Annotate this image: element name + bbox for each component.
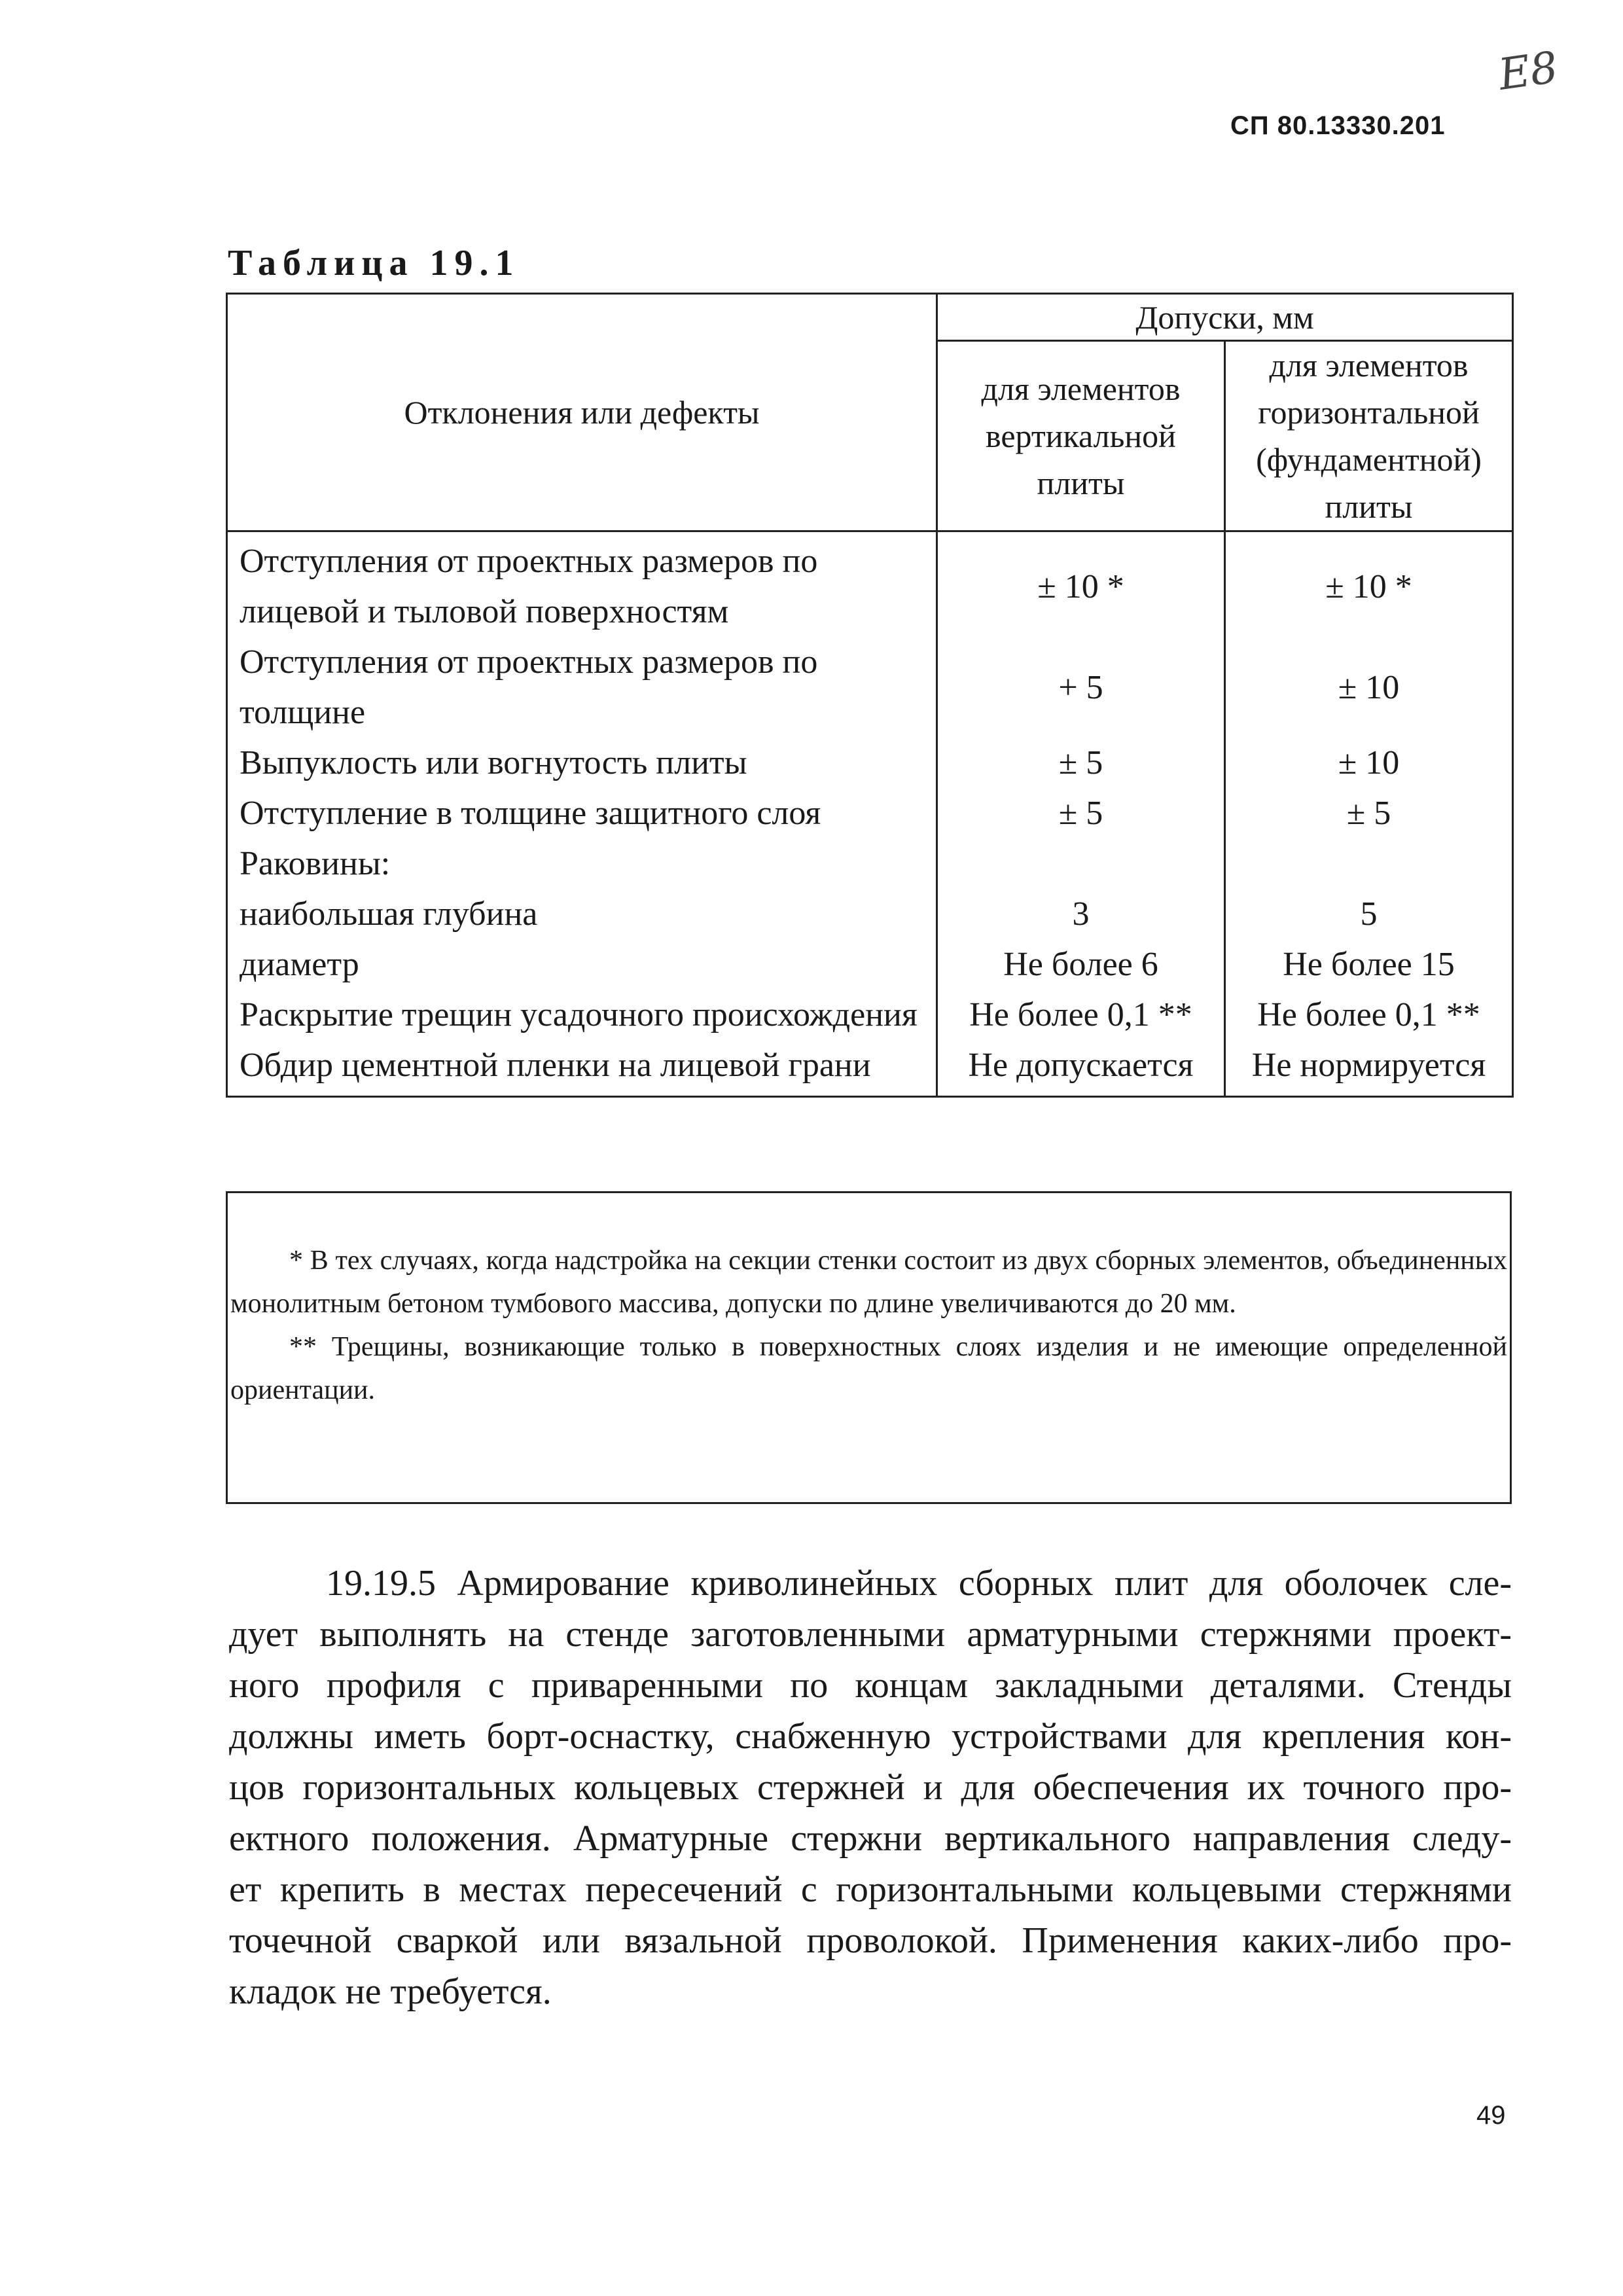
row-horizontal-value: 5 <box>1225 889 1513 939</box>
paragraph-line: должны иметь борт-оснастку, снабженную устройствами для крепления кон- <box>229 1716 1512 1757</box>
row-vertical-value: Не более 0,1 ** <box>937 990 1225 1040</box>
table-row <box>227 738 1513 788</box>
row-description: Обдир цементной пленки на лицевой грани <box>227 1040 937 1097</box>
header-horizontal-elements: для элементов горизонтальной (фундаментной) плиты <box>1225 341 1513 531</box>
row-horizontal-value: ± 10 <box>1225 738 1513 788</box>
footnote-single-asterisk: * В тех случаях, когда надстройка на секции стенки состоит из двух сборных элементов, объединенных монолитным бетоном тумбового массива, допуски по длине увеличиваются до 20 мм. <box>230 1246 1507 1319</box>
header-deviations: Отклонения или дефекты <box>227 294 937 531</box>
row-vertical-value: ± 5 <box>937 738 1225 788</box>
paragraph-line: кладок не требуется. <box>229 1971 552 2012</box>
table-row <box>227 889 1513 939</box>
paragraph-line: ного профиля с приваренными по концам закладными деталями. Стенды <box>229 1665 1512 1706</box>
row-description: наибольшая глубина <box>227 889 937 939</box>
paragraph-line: ет крепить в местах пересечений с горизонтальными кольцевыми стержнями <box>229 1869 1512 1910</box>
row-vertical-value: Не допускается <box>937 1040 1225 1097</box>
row-vertical-value: ± 5 <box>937 788 1225 838</box>
header-vertical-elements: для элементов вертикальной плиты <box>937 341 1225 531</box>
row-description: Отступления от проектных размеров по лицевой и тыловой поверхностям <box>227 531 937 637</box>
row-vertical-value: + 5 <box>937 637 1225 738</box>
row-description: Выпуклость или вогнутость плиты <box>227 738 937 788</box>
row-description: Отступление в толщине защитного слоя <box>227 788 937 838</box>
row-horizontal-value <box>1225 838 1513 889</box>
row-description: Раскрытие трещин усадочного происхождения <box>227 990 937 1040</box>
paragraph-line: точечной сваркой или вязальной проволокой. Применения каких-либо про- <box>229 1920 1512 1961</box>
paragraph-line: ектного положения. Арматурные стержни вертикального направления следу- <box>229 1818 1512 1859</box>
row-horizontal-value: ± 10 <box>1225 637 1513 738</box>
row-description: Раковины: <box>227 838 937 889</box>
body-paragraph-19-19-5 <box>229 1558 1512 2017</box>
header-tolerances-group: Допуски, мм <box>937 294 1513 341</box>
page-number: 49 <box>1476 2101 1506 2130</box>
row-horizontal-value: Не нормируется <box>1225 1040 1513 1097</box>
row-horizontal-value: ± 10 * <box>1225 531 1513 637</box>
table-row <box>227 637 1513 738</box>
footnote-double-asterisk: ** Трещины, возникающие только в поверхностных слоях изделия и не имеющие определенной ориентации. <box>230 1332 1507 1405</box>
table-row <box>227 838 1513 889</box>
table-row <box>227 1040 1513 1097</box>
paragraph-line: цов горизонтальных кольцевых стержней и для обеспечения их точного про- <box>229 1767 1512 1808</box>
tolerance-table <box>226 293 1514 1098</box>
row-vertical-value: Не более 6 <box>937 939 1225 990</box>
table-footnotes <box>226 1191 1512 1504</box>
handwritten-mark: E8 <box>1495 42 1561 100</box>
row-horizontal-value: Не более 0,1 ** <box>1225 990 1513 1040</box>
table-row <box>227 939 1513 990</box>
row-vertical-value: 3 <box>937 889 1225 939</box>
table-title: Таблица 19.1 <box>228 243 520 283</box>
row-horizontal-value: ± 5 <box>1225 788 1513 838</box>
paragraph-line: 19.19.5 Армирование криволинейных сборных плит для оболочек сле- <box>326 1563 1512 1604</box>
paragraph-line: дует выполнять на стенде заготовленными арматурными стержнями проект- <box>229 1614 1512 1655</box>
row-description: диаметр <box>227 939 937 990</box>
row-vertical-value: ± 10 * <box>937 531 1225 637</box>
table-row <box>227 531 1513 637</box>
table-row <box>227 788 1513 838</box>
row-description: Отступления от проектных размеров по толщине <box>227 637 937 738</box>
row-horizontal-value: Не более 15 <box>1225 939 1513 990</box>
table-row <box>227 990 1513 1040</box>
row-vertical-value <box>937 838 1225 889</box>
document-code: СП 80.13330.201 <box>1230 111 1446 140</box>
